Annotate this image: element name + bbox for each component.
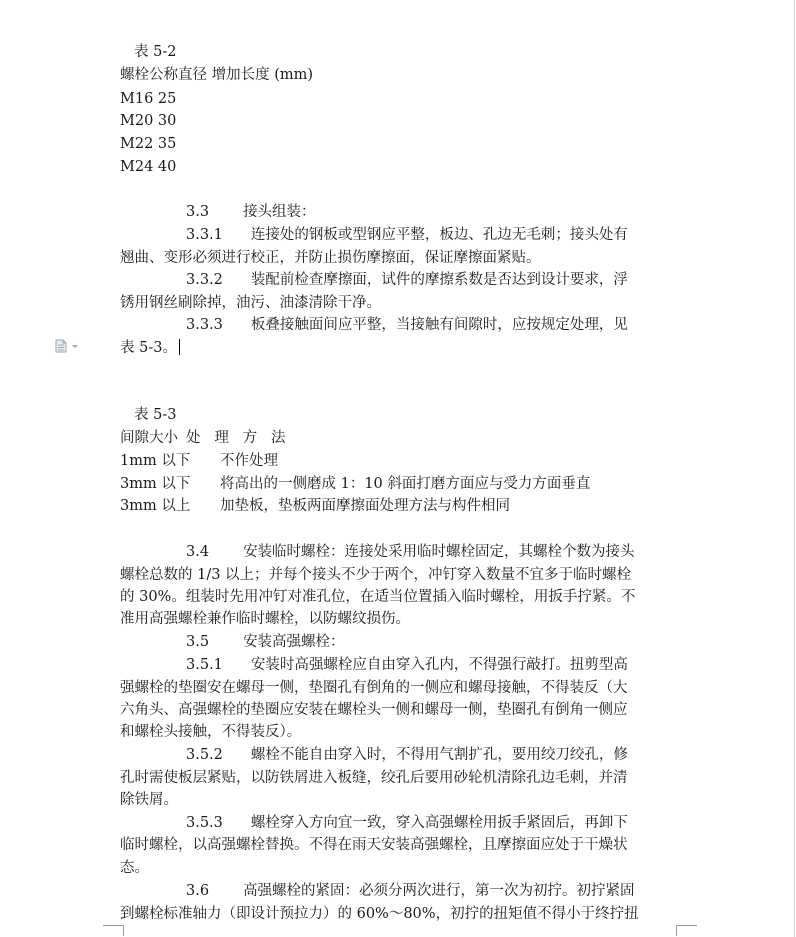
paragraph-3-3-1-line xyxy=(186,226,628,244)
paragraph-text: 临时螺栓，以高强螺栓替换。不得在雨天安装高强螺栓，且摩擦面应处于干燥状 xyxy=(120,837,628,853)
section-title: 接头组装： xyxy=(243,204,316,220)
paragraph-text: 锈用钢丝刷除掉，油污、油漆清除干净。 xyxy=(120,295,381,311)
section-number: 3.4 xyxy=(186,544,210,560)
paragraph-text: 到螺栓标准轴力（即设计预拉力）的 60%～80%，初拧的扭矩值不得小于终拧扭 xyxy=(120,906,639,922)
text-cursor xyxy=(179,339,180,355)
section-number: 3.6 xyxy=(186,883,210,899)
table-row xyxy=(120,475,590,493)
paragraph-3-3-3-line xyxy=(186,316,628,334)
table-cell: 将高出的一侧磨成 1：10 斜面打磨方面应与受力方面垂直 xyxy=(220,476,591,492)
table-cell: 1mm 以下 xyxy=(120,453,191,469)
table-cell: 3mm 以下 xyxy=(120,476,191,492)
section-number: 3.3.3 xyxy=(186,317,223,333)
paragraph-text: 螺栓总数的 1/3 以上；并每个接头不少于两个，冲钉穿入数量不宜多于临时螺栓 xyxy=(120,567,632,583)
table-row xyxy=(120,497,510,515)
paragraph-3-4-line xyxy=(186,543,635,561)
crop-mark-left xyxy=(103,925,124,936)
table-cell: 3mm 以上 xyxy=(120,498,191,514)
paragraph-last-line[interactable] xyxy=(120,339,180,357)
table-row: M20 30 xyxy=(120,113,177,129)
paragraph-3-5-2-line xyxy=(186,746,628,764)
document-options-icon[interactable] xyxy=(55,339,85,353)
table-cell: 不作处理 xyxy=(220,453,278,469)
paragraph-text: 表 5-3。 xyxy=(120,340,177,356)
paragraph-text: 装配前检查摩擦面，试件的摩擦系数是否达到设计要求，浮 xyxy=(250,272,628,288)
section-number: 3.3 xyxy=(186,204,210,220)
paragraph-text: 的 30%。组装时先用冲钉对准孔位，在适当位置插入临时螺栓，用扳手拧紧。不 xyxy=(120,589,636,605)
paragraph-text: 连接处的钢板或型钢应平整，板边、孔边无毛刺；接头处有 xyxy=(250,227,628,243)
paragraph-3-3-2-line xyxy=(186,271,628,289)
table-row: M16 25 xyxy=(120,91,177,107)
section-number: 3.5.3 xyxy=(186,815,223,831)
paragraph-3-5-1-line xyxy=(186,656,628,674)
page-edge xyxy=(794,0,795,937)
paragraph-text: 安装临时螺栓：连接处采用临时螺栓固定，其螺栓个数为接头 xyxy=(243,544,635,560)
paragraph-text: 板叠接触面间应平整，当接触有间隙时，应按规定处理，见 xyxy=(250,317,628,333)
table-row: M22 35 xyxy=(120,136,177,152)
paragraph-text: 高强螺栓的紧固：必须分两次进行，第一次为初拧。初拧紧固 xyxy=(243,883,635,899)
table-5-2-header: 螺栓公称直径 增加长度 (mm) xyxy=(120,67,314,83)
column-header: 间隙大小 xyxy=(120,430,178,446)
column-header: 处 理 方 法 xyxy=(186,430,286,446)
table-5-3-header xyxy=(120,429,285,447)
paragraph-text: 安装时高强螺栓应自由穿入孔内，不得强行敲打。扭剪型高 xyxy=(250,657,628,673)
paragraph-text: 翘曲、变形必须进行校正，并防止损伤摩擦面，保证摩擦面紧贴。 xyxy=(120,250,541,266)
section-number: 3.3.1 xyxy=(186,227,223,243)
paragraph-text: 螺栓穿入方向宜一致，穿入高强螺栓用扳手紧固后，再卸下 xyxy=(250,815,628,831)
table-5-2-title: 表 5-2 xyxy=(134,44,177,60)
crop-mark-right xyxy=(676,925,697,936)
table-row xyxy=(120,452,278,470)
section-3-3-heading xyxy=(186,203,316,221)
paragraph-text: 除铁屑。 xyxy=(120,792,178,808)
table-row: M24 40 xyxy=(120,159,177,175)
paragraph-text: 螺栓不能自由穿入时，不得用气割扩孔，要用绞刀绞孔，修 xyxy=(250,747,628,763)
paragraph-text: 态。 xyxy=(120,860,149,876)
paragraph-text: 孔时需使板层紧贴，以防铁屑进入板缝，绞孔后要用砂轮机清除孔边毛刺，并清 xyxy=(120,770,628,786)
paragraph-text: 准用高强螺栓兼作临时螺栓，以防螺纹损伤。 xyxy=(120,611,410,627)
section-number: 3.5.1 xyxy=(186,657,223,673)
section-title: 安装高强螺栓： xyxy=(243,634,345,650)
section-3-5-heading xyxy=(186,633,345,651)
section-number: 3.3.2 xyxy=(186,272,223,288)
section-number: 3.5.2 xyxy=(186,747,223,763)
paragraph-text: 强螺栓的垫圈安在螺母一侧，垫圈孔有倒角的一侧应和螺母接触，不得装反（大 xyxy=(120,680,628,696)
paragraph-3-6-line xyxy=(186,882,635,900)
section-number: 3.5 xyxy=(186,634,210,650)
table-cell: 加垫板，垫板两面摩擦面处理方法与构件相同 xyxy=(220,498,510,514)
table-5-3-title: 表 5-3 xyxy=(134,407,177,423)
paragraph-3-5-3-line xyxy=(186,814,628,832)
paragraph-text: 和螺栓头接触，不得装反）。 xyxy=(120,724,302,740)
paragraph-text: 六角头、高强螺栓的垫圈应安装在螺栓头一侧和螺母一侧，垫圈孔有倒角一侧应 xyxy=(120,702,628,718)
